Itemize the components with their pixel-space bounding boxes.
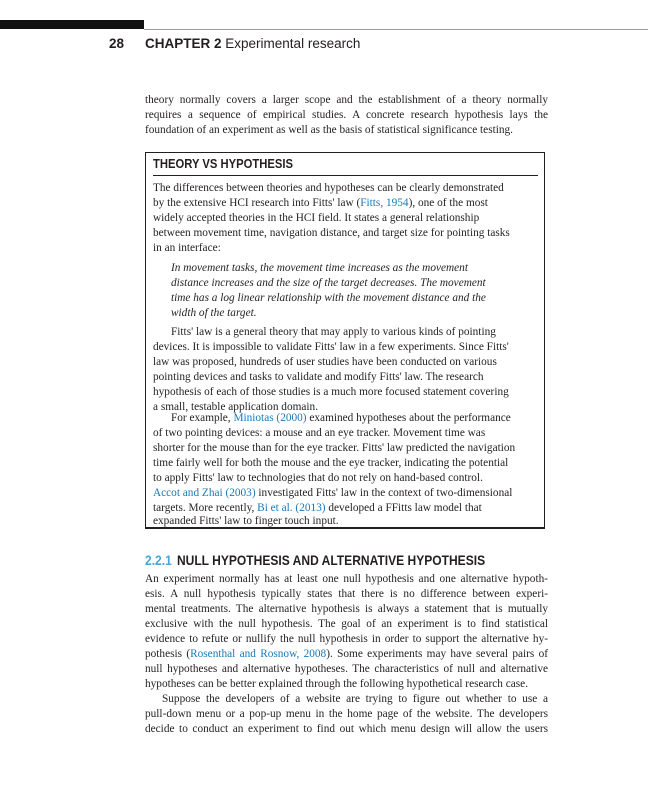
running-head xyxy=(145,36,360,51)
box-paragraph-line: shorter for the mouse than for the eye tracker. Fitts' law predicted the navigation xyxy=(153,442,516,454)
box-title: THEORY VS HYPOTHESIS xyxy=(153,157,294,171)
box-title-rule xyxy=(153,175,538,176)
box-paragraph-line: pointing devices and tasks to validate and modify Fitts' law. The research xyxy=(153,371,484,383)
body-line: hypotheses can be better explained through the following hypothetical research case. xyxy=(145,678,529,690)
box-paragraph-line: expanded Fitts' law to finger touch input. xyxy=(153,515,339,527)
box-paragraph-line: Accot and Zhai (2003) investigated Fitts' law in the context of two-dimensional xyxy=(153,487,513,499)
quote-line: time has a log linear relationship with the movement distance and the xyxy=(171,292,486,304)
chapter-label: CHAPTER 2 xyxy=(145,36,222,51)
body-line: pothesis (Rosenthal and Rosnow, 2008). Some experiments may have several pairs of xyxy=(145,648,548,660)
body-line: decide to conduct an experiment to find out which menu design will allow the users xyxy=(145,723,548,735)
box-paragraph-line: The differences between theories and hypotheses can be clearly demonstrated xyxy=(153,182,504,194)
box-paragraph-line: a small, testable application domain. xyxy=(153,401,319,413)
box-paragraph-line: devices. It is impossible to validate Fitts' law in a few experiments. Since Fitts' xyxy=(153,341,509,353)
citation-link[interactable]: Bi et al. (2013) xyxy=(257,502,326,514)
box-paragraph-line: to apply Fitts' law to technologies that do not rely on hand-based control. xyxy=(153,472,483,484)
box-paragraph-line: widely accepted theories in the HCI field. It states a general relationship xyxy=(153,212,480,224)
box-paragraph-line: by the extensive HCI research into Fitts' law (Fitts, 1954), one of the most xyxy=(153,197,488,209)
body-line: pull-down menu or a pop-up menu in the home page of the website. The developers xyxy=(145,708,548,720)
body-line: esis. A null hypothesis typically states that there is no difference between experi- xyxy=(145,588,548,600)
body-line: evidence to refute or nullify the null hypothesis in order to support the alternative hy- xyxy=(145,633,548,645)
box-paragraph-line: in an interface: xyxy=(153,242,221,254)
body-line: An experiment normally has at least one null hypothesis and one alternative hypoth- xyxy=(145,573,548,585)
box-paragraph-line: hypothesis of each of those studies is a much more focused statement covering xyxy=(153,386,509,398)
box-paragraph-line: Fitts' law is a general theory that may apply to various kinds of pointing xyxy=(171,326,496,338)
box-paragraph-line: time fairly well for both the mouse and the eye tracker, indicating the potential xyxy=(153,457,509,469)
box-paragraph-line: between movement time, navigation distance, and target size for pointing tasks xyxy=(153,227,510,239)
intro-line: requires a sequence of empirical studies. A concrete research hypothesis lays the xyxy=(145,109,548,121)
quote-line: distance increases and the size of the target decreases. The movement xyxy=(171,277,486,289)
body-line: null hypotheses and alternative hypotheses. The characteristics of null and alternative xyxy=(145,663,548,675)
box-paragraph-line: For example, Miniotas (2000) examined hypotheses about the performance xyxy=(171,412,511,424)
body-line: mental treatments. The alternative hypothesis is always a statement that is mutually xyxy=(145,603,548,615)
header-rule xyxy=(144,29,648,30)
header-black-bar xyxy=(0,20,144,29)
body-line: Suppose the developers of a website are trying to figure out whether to use a xyxy=(162,693,548,705)
citation-link[interactable]: Accot and Zhai (2003) xyxy=(153,487,256,499)
chapter-title: Experimental research xyxy=(225,36,361,51)
intro-line: foundation of an experiment as well as the basis of statistical significance testing. xyxy=(145,124,513,136)
body-line: exclusive with the null hypothesis. The goal of an experiment is to find statistical xyxy=(145,618,548,630)
page-number: 28 xyxy=(108,36,124,51)
citation-link[interactable]: Rosenthal and Rosnow, 2008 xyxy=(190,648,327,660)
quote-line: In movement tasks, the movement time increases as the movement xyxy=(171,262,468,274)
citation-link[interactable]: Miniotas (2000) xyxy=(233,412,307,424)
quote-line: width of the target. xyxy=(171,307,257,319)
box-paragraph-line: law was proposed, hundreds of user studies have been conducted on various xyxy=(153,356,497,368)
section-number: 2.2.1 xyxy=(145,552,172,568)
box-paragraph-line: of two pointing devices: a mouse and an eye tracker. Movement time was xyxy=(153,427,486,439)
citation-link[interactable]: Fitts, 1954 xyxy=(360,197,409,209)
section-heading xyxy=(145,552,485,568)
box-paragraph-line: targets. More recently, Bi et al. (2013) developed a FFitts law model that xyxy=(153,502,482,514)
intro-line: theory normally covers a larger scope and the establishment of a theory normally xyxy=(145,94,548,106)
section-title: NULL HYPOTHESIS AND ALTERNATIVE HYPOTHESIS xyxy=(176,552,486,568)
